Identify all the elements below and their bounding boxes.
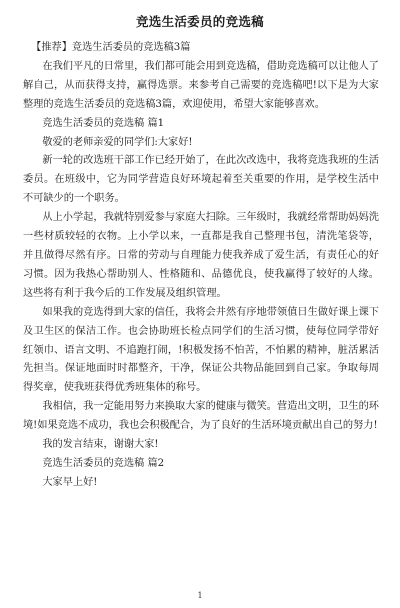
section-heading-1: 竞选生活委员的竞选稿 篇1 [42, 117, 165, 129]
body-paragraph-1: 新一轮的改选班干部工作已经开始了，在此次改选中，我将竞选我班的生活委员。在班级中，它为同学营造良好环境起着至关重要的作用，是学校生活中不可缺少的一个职务。 [23, 155, 379, 205]
greeting-paragraph-2: 大家早上好! [42, 476, 98, 488]
recommend-heading: 【推荐】竞选生活委员的竞选稿3篇 [31, 42, 191, 53]
body-paragraph-2: 从上小学起，我就特别爱参与家庭大扫除。三年级时，我就经常帮助妈妈洗一些材质较轻的衣物。上小学以来，一直都是我自己整理书包，清洗笔袋等，并且做得尽然有序。日常的劳动与自理能力使我养成了爱生活，有责任心的好习惯。因为我热心帮助别人、性格随和、品德优良，使我赢得了较好的人缘。这些将有利于我今后的工作发展及组织管理。 [23, 212, 379, 299]
closing-paragraph: 我的发言结束，谢谢大家! [42, 439, 159, 451]
intro-paragraph: 在我们平凡的日常里，我们都可能会用到竞选稿，借助竞选稿可以让他人了解自己，从而获得支持，赢得选票。来参考自己需要的竞选稿吧!以下是为大家整理的竞选生活委员的竞选稿3篇，欢迎使用，希望大家能够喜欢。 [23, 60, 379, 110]
body-paragraph-3: 如果我的竞选得到大家的信任，我将会井然有序地带领值日生做好课上课下及卫生区的保洁工作。也会协助班长检点同学们的生活习惯，使每位同学带好红领巾、语言文明、不追跑打闹，!积极发扬不怕苦，不怕累的精神，脏活累活先担当。保证地面时时都整齐，干净，保证公共物品能回到自己家。争取每周得奖章，使我班获得优秀班集体的称号。 [23, 306, 379, 394]
document-title: 竞选生活委员的竞选稿 [135, 14, 264, 29]
page-number: 1 [197, 591, 203, 600]
section-heading-2: 竞选生活委员的竞选稿 篇2 [42, 457, 165, 469]
body-paragraph-4: 我相信，我一定能用努力来换取大家的健康与微笑。营造出文明，卫生的环境!如果竞选不成功，我也会积极配合，为了良好的生活环境贡献出自己的努力! [23, 401, 379, 432]
document-body [23, 39, 379, 493]
greeting-paragraph: 敬爱的老师亲爱的同学们:大家好! [42, 136, 193, 148]
